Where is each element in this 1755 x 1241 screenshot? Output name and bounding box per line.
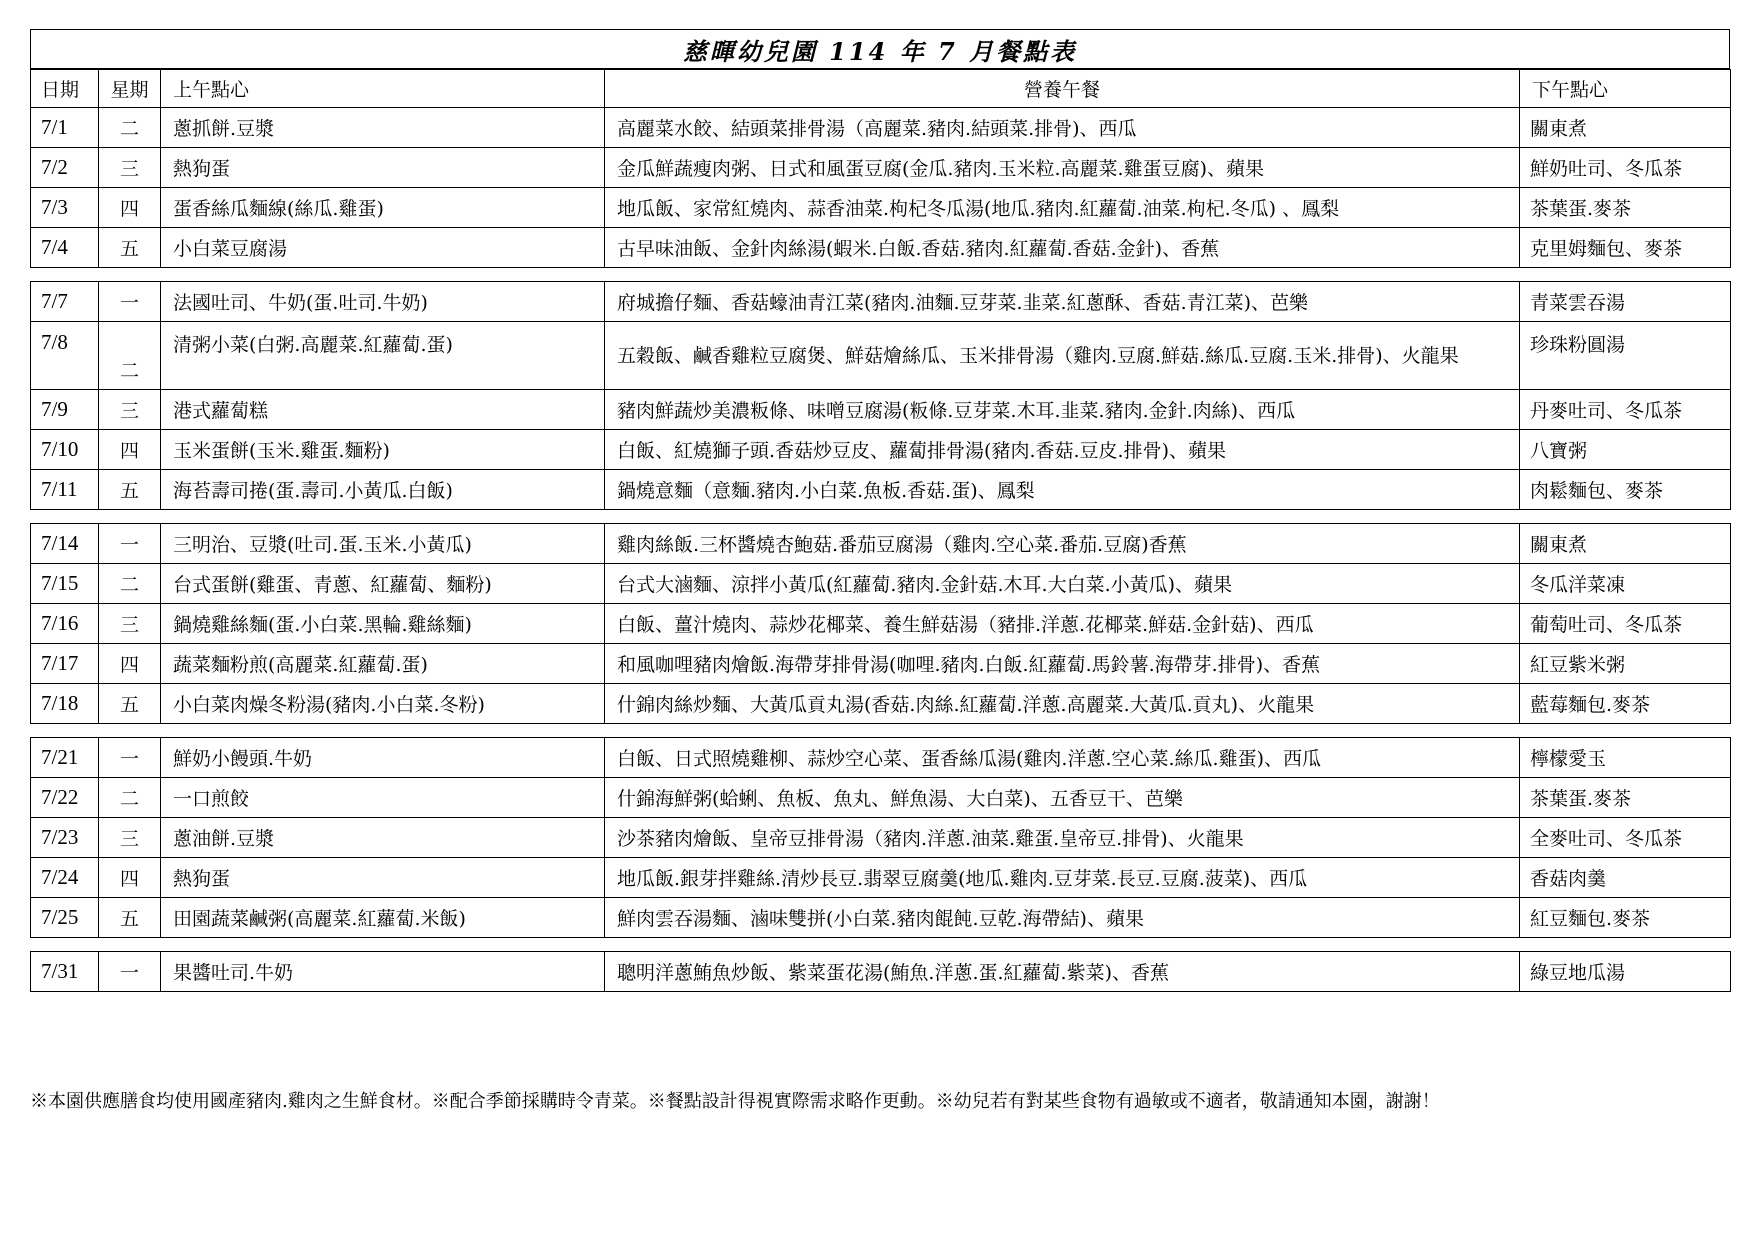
lunch-cell: 白飯、日式照燒雞柳、蒜炒空心菜、蛋香絲瓜湯(雞肉.洋蔥.空心菜.絲瓜.雞蛋)、西瓜	[605, 738, 1520, 778]
menu-row	[31, 952, 1731, 992]
date-cell: 7/10	[31, 430, 99, 470]
pm-snack-cell: 紅豆麵包.麥茶	[1520, 898, 1731, 938]
menu-body	[31, 108, 1731, 992]
weekday-cell: 二	[99, 322, 161, 390]
date-cell: 7/4	[31, 228, 99, 268]
pm-snack-cell: 克里姆麵包、麥茶	[1520, 228, 1731, 268]
header-lunch: 營養午餐	[605, 70, 1520, 108]
pm-snack-cell: 青菜雲吞湯	[1520, 282, 1731, 322]
week-gap-cell	[31, 724, 1731, 738]
menu-row	[31, 738, 1731, 778]
date-cell: 7/31	[31, 952, 99, 992]
am-snack-cell: 法國吐司、牛奶(蛋.吐司.牛奶)	[161, 282, 605, 322]
weekday-cell: 四	[99, 188, 161, 228]
lunch-cell: 什錦肉絲炒麵、大黃瓜貢丸湯(香菇.肉絲.紅蘿蔔.洋蔥.高麗菜.大黃瓜.貢丸)、火龍果	[605, 684, 1520, 724]
weekday-cell: 四	[99, 644, 161, 684]
am-snack-cell: 熱狗蛋	[161, 858, 605, 898]
lunch-cell: 五穀飯、鹹香雞粒豆腐煲、鮮菇燴絲瓜、玉米排骨湯（雞肉.豆腐.鮮菇.絲瓜.豆腐.玉米.排骨)、火龍果	[605, 322, 1520, 390]
weekday-cell: 五	[99, 684, 161, 724]
am-snack-cell: 鮮奶小饅頭.牛奶	[161, 738, 605, 778]
header-row	[31, 70, 1731, 108]
date-cell: 7/14	[31, 524, 99, 564]
am-snack-cell: 蛋香絲瓜麵線(絲瓜.雞蛋)	[161, 188, 605, 228]
date-cell: 7/15	[31, 564, 99, 604]
am-snack-cell: 果醬吐司.牛奶	[161, 952, 605, 992]
footnote: ※本園供應膳食均使用國產豬肉.雞肉之生鮮食材。※配合季節採購時令青菜。※餐點設計得視實際需求略作更動。※幼兒若有對某些食物有過敏或不適者，敬請通知本園，謝謝！	[30, 1091, 1440, 1112]
week-gap-cell	[31, 938, 1731, 952]
am-snack-cell: 一口煎餃	[161, 778, 605, 818]
weekday-cell: 一	[99, 524, 161, 564]
am-snack-cell: 小白菜豆腐湯	[161, 228, 605, 268]
pm-snack-cell: 珍珠粉圓湯	[1520, 322, 1731, 390]
weekday-cell: 二	[99, 564, 161, 604]
lunch-cell: 金瓜鮮蔬瘦肉粥、日式和風蛋豆腐(金瓜.豬肉.玉米粒.高麗菜.雞蛋豆腐)、蘋果	[605, 148, 1520, 188]
menu-row	[31, 148, 1731, 188]
date-cell: 7/24	[31, 858, 99, 898]
am-snack-cell: 田園蔬菜鹹粥(高麗菜.紅蘿蔔.米飯)	[161, 898, 605, 938]
date-cell: 7/22	[31, 778, 99, 818]
pm-snack-cell: 茶葉蛋.麥茶	[1520, 778, 1731, 818]
menu-row	[31, 322, 1731, 390]
lunch-cell: 沙茶豬肉燴飯、皇帝豆排骨湯（豬肉.洋蔥.油菜.雞蛋.皇帝豆.排骨)、火龍果	[605, 818, 1520, 858]
header-date: 日期	[31, 70, 99, 108]
menu-row	[31, 778, 1731, 818]
lunch-cell: 古早味油飯、金針肉絲湯(蝦米.白飯.香菇.豬肉.紅蘿蔔.香菇.金針)、香蕉	[605, 228, 1520, 268]
pm-snack-cell: 檸檬愛玉	[1520, 738, 1731, 778]
menu-row	[31, 898, 1731, 938]
pm-snack-cell: 關東煮	[1520, 524, 1731, 564]
date-cell: 7/8	[31, 322, 99, 390]
weekday-cell: 五	[99, 470, 161, 510]
am-snack-cell: 三明治、豆漿(吐司.蛋.玉米.小黃瓜)	[161, 524, 605, 564]
header-weekday: 星期	[99, 70, 161, 108]
pm-snack-cell: 鮮奶吐司、冬瓜茶	[1520, 148, 1731, 188]
menu-row	[31, 564, 1731, 604]
lunch-cell: 高麗菜水餃、結頭菜排骨湯（高麗菜.豬肉.結頭菜.排骨)、西瓜	[605, 108, 1520, 148]
pm-snack-cell: 藍莓麵包.麥茶	[1520, 684, 1731, 724]
weekday-cell: 四	[99, 430, 161, 470]
menu-row	[31, 818, 1731, 858]
pm-snack-cell: 八寶粥	[1520, 430, 1731, 470]
weekday-cell: 三	[99, 148, 161, 188]
week-gap-cell	[31, 510, 1731, 524]
pm-snack-cell: 丹麥吐司、冬瓜茶	[1520, 390, 1731, 430]
date-cell: 7/25	[31, 898, 99, 938]
menu-row	[31, 188, 1731, 228]
am-snack-cell: 蔥抓餅.豆漿	[161, 108, 605, 148]
lunch-cell: 台式大滷麵、涼拌小黃瓜(紅蘿蔔.豬肉.金針菇.木耳.大白菜.小黃瓜)、蘋果	[605, 564, 1520, 604]
am-snack-cell: 海苔壽司捲(蛋.壽司.小黃瓜.白飯)	[161, 470, 605, 510]
menu-row	[31, 390, 1731, 430]
weekday-cell: 三	[99, 390, 161, 430]
date-cell: 7/17	[31, 644, 99, 684]
lunch-cell: 地瓜飯、家常紅燒肉、蒜香油菜.枸杞冬瓜湯(地瓜.豬肉.紅蘿蔔.油菜.枸杞.冬瓜) 、鳳梨	[605, 188, 1520, 228]
week-gap-cell	[31, 268, 1731, 282]
weekday-cell: 一	[99, 738, 161, 778]
lunch-cell: 地瓜飯.銀芽拌雞絲.清炒長豆.翡翠豆腐羹(地瓜.雞肉.豆芽菜.長豆.豆腐.菠菜)、西瓜	[605, 858, 1520, 898]
pm-snack-cell: 葡萄吐司、冬瓜茶	[1520, 604, 1731, 644]
lunch-cell: 雞肉絲飯.三杯醬燒杏鮑菇.番茄豆腐湯（雞肉.空心菜.番茄.豆腐)香蕉	[605, 524, 1520, 564]
week-gap	[31, 268, 1731, 282]
week-gap	[31, 510, 1731, 524]
date-cell: 7/21	[31, 738, 99, 778]
menu-row	[31, 430, 1731, 470]
am-snack-cell: 清粥小菜(白粥.高麗菜.紅蘿蔔.蛋)	[161, 322, 605, 390]
lunch-cell: 白飯、紅燒獅子頭.香菇炒豆皮、蘿蔔排骨湯(豬肉.香菇.豆皮.排骨)、蘋果	[605, 430, 1520, 470]
am-snack-cell: 蔬菜麵粉煎(高麗菜.紅蘿蔔.蛋)	[161, 644, 605, 684]
date-cell: 7/11	[31, 470, 99, 510]
menu-row	[31, 644, 1731, 684]
weekday-cell: 五	[99, 898, 161, 938]
menu-row	[31, 604, 1731, 644]
weekday-cell: 五	[99, 228, 161, 268]
date-cell: 7/2	[31, 148, 99, 188]
menu-sheet	[30, 29, 1730, 992]
weekday-cell: 三	[99, 818, 161, 858]
pm-snack-cell: 肉鬆麵包、麥茶	[1520, 470, 1731, 510]
pm-snack-cell: 綠豆地瓜湯	[1520, 952, 1731, 992]
menu-row	[31, 470, 1731, 510]
weekday-cell: 二	[99, 108, 161, 148]
lunch-cell: 鍋燒意麵（意麵.豬肉.小白菜.魚板.香菇.蛋)、鳳梨	[605, 470, 1520, 510]
weekday-cell: 二	[99, 778, 161, 818]
pm-snack-cell: 全麥吐司、冬瓜茶	[1520, 818, 1731, 858]
pm-snack-cell: 茶葉蛋.麥茶	[1520, 188, 1731, 228]
menu-row	[31, 282, 1731, 322]
week-gap	[31, 938, 1731, 952]
menu-row	[31, 858, 1731, 898]
menu-table	[30, 69, 1731, 992]
lunch-cell: 聰明洋蔥鮪魚炒飯、紫菜蛋花湯(鮪魚.洋蔥.蛋.紅蘿蔔.紫菜)、香蕉	[605, 952, 1520, 992]
menu-row	[31, 684, 1731, 724]
am-snack-cell: 熱狗蛋	[161, 148, 605, 188]
am-snack-cell: 鍋燒雞絲麵(蛋.小白菜.黑輪.雞絲麵)	[161, 604, 605, 644]
lunch-cell: 豬肉鮮蔬炒美濃粄條、味噌豆腐湯(粄條.豆芽菜.木耳.韭菜.豬肉.金針.肉絲)、西瓜	[605, 390, 1520, 430]
am-snack-cell: 小白菜肉燥冬粉湯(豬肉.小白菜.冬粉)	[161, 684, 605, 724]
weekday-cell: 一	[99, 952, 161, 992]
date-cell: 7/1	[31, 108, 99, 148]
weekday-cell: 三	[99, 604, 161, 644]
pm-snack-cell: 香菇肉羹	[1520, 858, 1731, 898]
am-snack-cell: 蔥油餅.豆漿	[161, 818, 605, 858]
pm-snack-cell: 關東煮	[1520, 108, 1731, 148]
lunch-cell: 什錦海鮮粥(蛤蜊、魚板、魚丸、鮮魚湯、大白菜)、五香豆干、芭樂	[605, 778, 1520, 818]
lunch-cell: 府城擔仔麵、香菇蠔油青江菜(豬肉.油麵.豆芽菜.韭菜.紅蔥酥、香菇.青江菜)、芭樂	[605, 282, 1520, 322]
date-cell: 7/16	[31, 604, 99, 644]
menu-row	[31, 524, 1731, 564]
am-snack-cell: 港式蘿蔔糕	[161, 390, 605, 430]
menu-row	[31, 108, 1731, 148]
date-cell: 7/9	[31, 390, 99, 430]
pm-snack-cell: 冬瓜洋菜凍	[1520, 564, 1731, 604]
am-snack-cell: 台式蛋餅(雞蛋、青蔥、紅蘿蔔、麵粉)	[161, 564, 605, 604]
lunch-cell: 白飯、薑汁燒肉、蒜炒花椰菜、養生鮮菇湯（豬排.洋蔥.花椰菜.鮮菇.金針菇)、西瓜	[605, 604, 1520, 644]
week-gap	[31, 724, 1731, 738]
lunch-cell: 和風咖哩豬肉燴飯.海帶芽排骨湯(咖哩.豬肉.白飯.紅蘿蔔.馬鈴薯.海帶芽.排骨)、香蕉	[605, 644, 1520, 684]
header-pm-snack: 下午點心	[1520, 70, 1731, 108]
date-cell: 7/18	[31, 684, 99, 724]
date-cell: 7/7	[31, 282, 99, 322]
date-cell: 7/3	[31, 188, 99, 228]
date-cell: 7/23	[31, 818, 99, 858]
am-snack-cell: 玉米蛋餅(玉米.雞蛋.麵粉)	[161, 430, 605, 470]
weekday-cell: 四	[99, 858, 161, 898]
menu-title: 慈暉幼兒園 114 年 7 月餐點表	[30, 29, 1730, 69]
weekday-cell: 一	[99, 282, 161, 322]
menu-row	[31, 228, 1731, 268]
pm-snack-cell: 紅豆紫米粥	[1520, 644, 1731, 684]
header-am-snack: 上午點心	[161, 70, 605, 108]
lunch-cell: 鮮肉雲吞湯麵、滷味雙拼(小白菜.豬肉餛飩.豆乾.海帶結)、蘋果	[605, 898, 1520, 938]
